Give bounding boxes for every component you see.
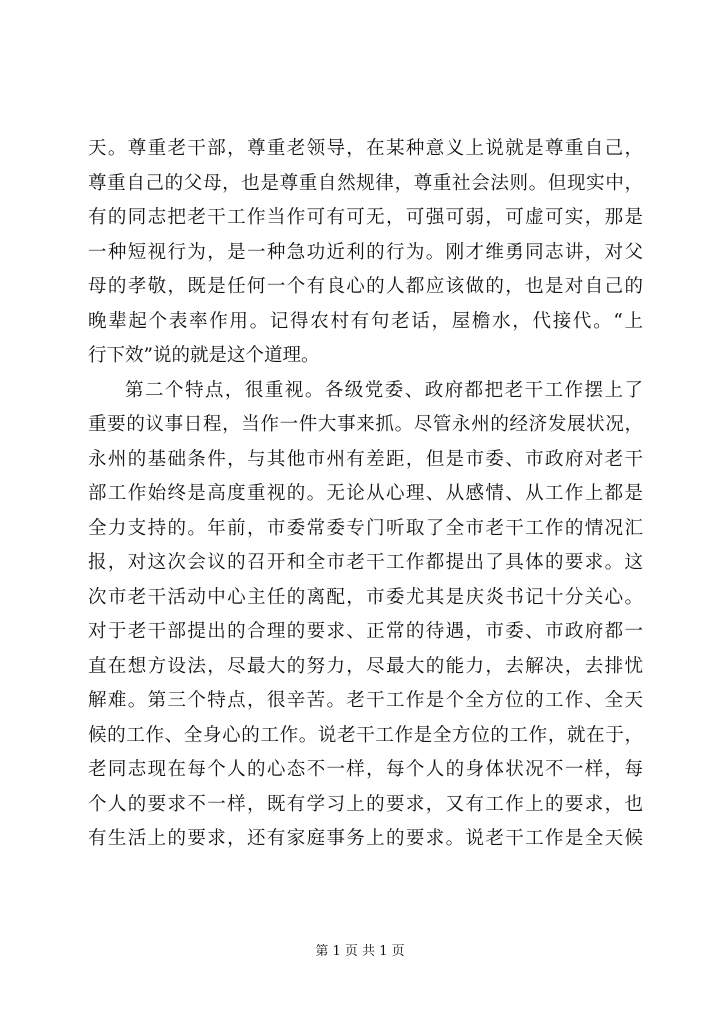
text-line: 老同志现在每个人的心态不一样，每个人的身体状况不一样，每 (88, 759, 643, 780)
text-line: 尊重自己的父母，也是尊重自然规律，尊重社会法则。但现实中， (88, 172, 643, 194)
text-line: 重要的议事日程，当作一件大事来抓。尽管永州的经济发展状况， (88, 414, 643, 435)
text-line: 晚辈起个表率作用。记得农村有句老话，屋檐水，代接代。“上 (88, 310, 643, 332)
document-body (88, 132, 643, 857)
page-footer: 第 1 页 共 1 页 (315, 944, 405, 959)
text-line: 天。尊重老干部，尊重老领导，在某种意义上说就是尊重自己， (88, 138, 643, 159)
text-line: 一种短视行为，是一种急功近利的行为。刚才维勇同志讲，对父 (88, 241, 643, 263)
text-line: 对于老干部提出的合理的要求、正常的待遇，市委、市政府都一 (88, 621, 643, 642)
text-line: 有的同志把老干工作当作可有可无，可强可弱，可虚可实，那是 (88, 207, 643, 228)
text-line: 全力支持的。年前，市委常委专门听取了全市老干工作的情况汇 (88, 517, 643, 539)
text-line: 解难。第三个特点，很辛苦。老干工作是个全方位的工作、全天 (88, 690, 643, 711)
text-line: 母的孝敬，既是任何一个有良心的人都应该做的，也是对自己的 (88, 276, 643, 297)
text-line: 部工作始终是高度重视的。无论从心理、从感情、从工作上都是 (88, 483, 643, 504)
paragraph-first-line: 第二个特点，很重视。各级党委、政府都把老干工作摆上了 (125, 379, 643, 401)
text-line: 个人的要求不一样，既有学习上的要求，又有工作上的要求，也 (88, 793, 643, 815)
text-line: 有生活上的要求，还有家庭事务上的要求。说老干工作是全天候 (88, 828, 643, 849)
text-line: 候的工作、全身心的工作。说老干工作是全方位的工作，就在于， (88, 724, 643, 746)
text-line: 报，对这次会议的召开和全市老干工作都提出了具体的要求。这 (88, 552, 643, 573)
text-line: 行下效”说的就是这个道理。 (88, 345, 320, 366)
text-line: 直在想方设法，尽最大的努力，尽最大的能力，去解决，去排忧 (88, 655, 643, 677)
text-line: 次市老干活动中心主任的离配，市委尤其是庆炎书记十分关心。 (88, 586, 643, 608)
text-line: 永州的基础条件，与其他市州有差距，但是市委、市政府对老干 (88, 448, 643, 470)
